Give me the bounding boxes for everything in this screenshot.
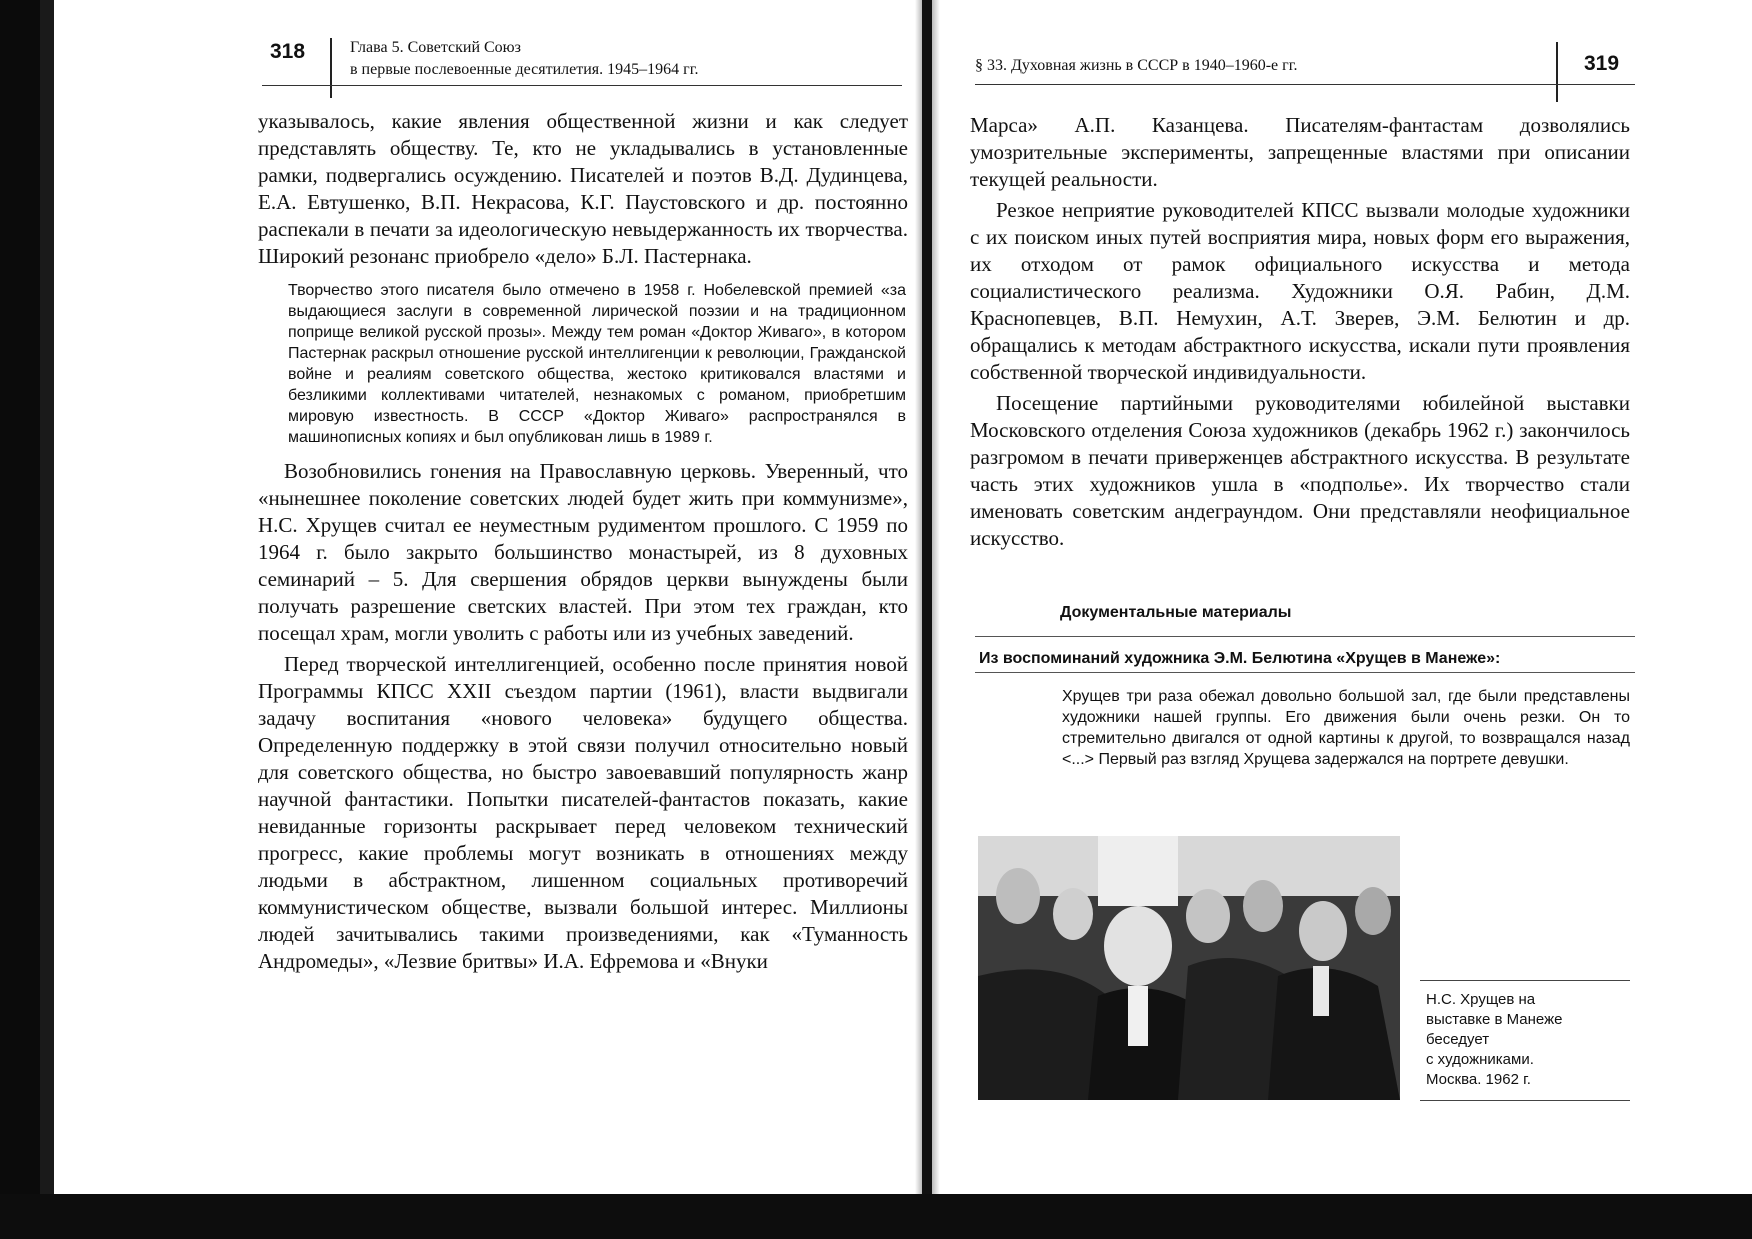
- documents-heading: Документальные материалы: [1060, 604, 1292, 621]
- right-header: § 33. Духовная жизнь в СССР в 1940–1960-е гг.: [975, 57, 1298, 74]
- left-page-number: 318: [270, 40, 306, 63]
- left-header-line1: Глава 5. Советский Союз: [350, 39, 521, 56]
- right-paragraph-2: Резкое неприятие руководителей КПСС вызвали молодые художники с их поиском иных путей восприятия мира, новых форм его выражения, их отходом от рамок официального искусства и метода социалистического реализма. Художники О.Я. Рабин, Д.М. Краснопевцев, В.П. Немухин, А.Т. Зверев, Э.М. Белютин и др. обращались к методам абстрактного искусства, искали пути проявления собственной творческой индивидуальности.: [970, 198, 1630, 384]
- left-column: [258, 108, 908, 975]
- caption-line-5: Москва. 1962 г.: [1426, 1071, 1531, 1088]
- documents-rule: [975, 636, 1635, 637]
- pasternak-note: Творчество этого писателя было отмечено в 1958 г. Нобелевской премией «за выдающиеся заслуги в современной лирической поэзии и на традиционном поприще великой русской прозы». Между тем роман «Доктор Живаго», в котором Пастернак раскрыл отношение русской интеллигенции к революции, Гражданской войне и реалиям советского общества, жестоко критиковался властями и безликими коллективами читателей, незнакомых с романом, приобретшим мировую известность. В СССР «Доктор Живаго» распространялся в машинописных копиях и был опубликован лишь в 1989 г.: [288, 282, 906, 446]
- photo-caption: [1426, 990, 1562, 1090]
- photo-crowd-illustration: [978, 836, 1400, 1100]
- caption-bottom-rule: [1420, 1100, 1630, 1101]
- caption-top-rule: [1420, 980, 1630, 981]
- book-spine: [922, 0, 932, 1194]
- left-paragraph-1: указывалось, какие явления общественной жизни и как следует представлять обществу. Те, кто не укладывались в установленные рамки, подвергались осуждению. Писателей и поэтов В.Д. Дудинцева, Е.А. Евтушенко, В.П. Некрасова, К.Г. Паустовского и др. постоянно распекали в печати за идеологическую невыдержанность их творчества. Широкий резонанс приобрело «дело» Б.Л. Пастернака.: [258, 109, 908, 268]
- documents-subheading: Из воспоминаний художника Э.М. Белютина «Хрущев в Манеже»:: [979, 650, 1501, 667]
- left-paragraph-3: Перед творческой интеллигенцией, особенно после принятия новой Программы КПСС XXII съездом партии (1961), власти выдвигали задачу воспитания «нового человека» будущего общества. Определенную поддержку в этой связи получил относительно новый для советского общества, но быстро завоевавший популярность жанр научной фантастики. Попытки писателей-фантастов показать, какие невиданные горизонты раскрывает перед человеком технический прогресс, какие проблемы могут возникать в отношениях между людьми в абстрактном, лишенном социальных противоречий коммунистическом обществе, вызвали большой интерес. Миллионы людей зачитывались такими произведениями, как «Туманность Андромеды», «Лезвие бритвы» И.А. Ефремова и «Внуки: [258, 652, 908, 973]
- scan-shadow-bottom: [0, 1194, 1752, 1239]
- left-header-rule: [262, 85, 902, 86]
- right-column: [970, 112, 1630, 552]
- caption-line-4: с художниками.: [1426, 1051, 1534, 1068]
- right-header-divider: [1556, 42, 1558, 102]
- left-paragraph-2: Возобновились гонения на Православную церковь. Уверенный, что «нынешнее поколение советских людей будет жить при коммунизме», Н.С. Хрущев считал ее неуместным рудиментом прошлого. С 1959 по 1964 г. было закрыто большинство монастырей, из 8 духовных семинарий – 5. Для свершения обрядов церкви вынуждены были получать разрешение светских властей. При этом тех граждан, кто посещал храм, могли уволить с работы или из учебных заведений.: [258, 459, 908, 645]
- belyutin-quote: Хрущев три раза обежал довольно большой зал, где были представлены художники нашей группы. Его движения были очень резки. Он то стремительно двигался от одной картины к другой, то возвращался назад <...> Первый раз взгляд Хрущева задержался на портрете девушки.: [1062, 688, 1630, 768]
- left-header-line2: в первые послевоенные десятилетия. 1945–1964 гг.: [350, 61, 699, 78]
- khrushchev-manege-photo: [978, 836, 1400, 1100]
- right-page-number: 319: [1584, 52, 1620, 75]
- caption-line-2: выставке в Манеже: [1426, 1011, 1563, 1028]
- spine-shadow-left: [915, 0, 922, 1194]
- right-paragraph-1: Марса» А.П. Казанцева. Писателям-фантастам дозволялись умозрительные эксперименты, запрещенные властями при описании текущей реальности.: [970, 113, 1630, 191]
- right-header-rule: [975, 84, 1635, 85]
- caption-line-1: Н.С. Хрущев на: [1426, 991, 1536, 1008]
- left-header-divider: [330, 38, 332, 98]
- scan-edge-left: [40, 0, 54, 1239]
- spine-shadow-right: [932, 0, 940, 1194]
- right-paragraph-3: Посещение партийными руководителями юбилейной выставки Московского отделения Союза художников (декабрь 1962 г.) закончилось разгромом в печати приверженцев абстрактного искусства. В результате часть этих художников ушла в «подполье». Их творчество стали именовать советским андеграундом. Они представляли неофициальное искусство.: [970, 391, 1630, 550]
- documents-subrule: [975, 672, 1635, 673]
- caption-line-3: беседует: [1426, 1031, 1490, 1048]
